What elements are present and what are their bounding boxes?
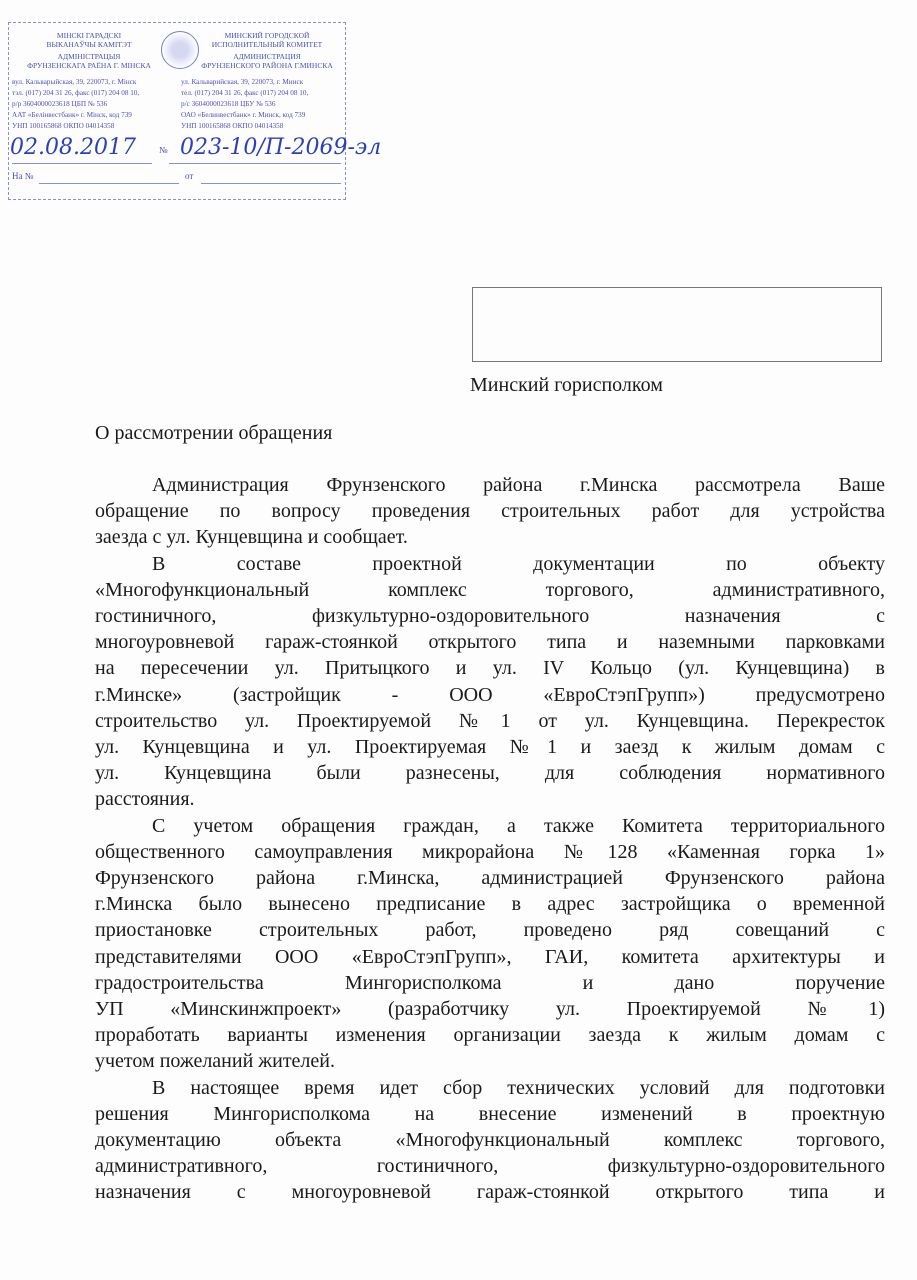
number-label: № — [159, 145, 168, 155]
text-line: Фрунзенского района г.Минска, администрацией Фрунзенского района — [95, 867, 885, 890]
paragraph — [95, 551, 885, 813]
text-line: назначения с многоуровневой гараж-стоянкой открытого типа и — [95, 1181, 885, 1204]
text-line: градостроительства Мингорисполкома и дано поручение — [95, 971, 885, 994]
text-line: документацию объекта «Многофункциональный комплекс торгового, — [95, 1129, 885, 1152]
stamp-header-belarusian — [9, 31, 169, 70]
text-line: учетом пожеланий жителей. — [95, 1050, 335, 1073]
text-line: административного, гостиничного, физкультурно-оздоровительного — [95, 1155, 885, 1178]
text-line: В составе проектной документации по объекту — [152, 552, 885, 575]
stamp-text: МІНСКІ ГАРАДСКІ — [56, 31, 122, 40]
text-line: проработать варианты изменения организации заезда к жилым домам с — [95, 1024, 885, 1047]
text-line: на пересечении ул. Притыцкого и ул. IV Кольцо (ул. Кунцевщина) в — [95, 657, 885, 680]
text-line: г.Минске» (застройщик - ООО «ЕвроСтэпГрупп») предусмотрено — [95, 683, 885, 706]
paragraph — [95, 813, 885, 1075]
stamp-text: ИСПОЛНИТЕЛЬНЫЙ КОМИТЕТ — [211, 40, 323, 49]
stamp-text: УНП 100165868 ОКПО 04014358 — [181, 122, 284, 130]
text-line: общественного самоуправления микрорайона №128 «Каменная горка 1» — [95, 840, 885, 863]
text-line: С учетом обращения граждан, а также Комитета территориального — [152, 814, 885, 837]
text-line: г.Минска было вынесено предписание в адрес застройщика о временной — [95, 893, 885, 916]
text-line: Администрация Фрунзенского района г.Минска рассмотрела Ваше — [152, 474, 885, 496]
stamp-line — [201, 183, 341, 184]
stamp-text: ОАО «Белинвестбанк» г. Минск, код 739 — [181, 111, 306, 119]
recipient: Минский горисполком — [470, 374, 663, 396]
subject: О рассмотрении обращения — [95, 422, 333, 444]
text-line: приостановке строительных работ, проведено ряд совещаний с — [95, 919, 885, 942]
stamp-text: АДМИНИСТРАЦИЯ — [233, 52, 301, 61]
stamp-text: р/р 3604000023618 ЦБП № 536 — [12, 100, 108, 108]
stamp-text: тел. (017) 204 31 26, факс (017) 204 08 10, — [181, 89, 309, 97]
stamp-text: р/с 3604000023618 ЦБУ № 536 — [181, 100, 276, 108]
text-line: В настоящее время идет сбор технических условий для подготовки — [152, 1076, 885, 1099]
stamp-text: ВЫКАНАЎЧЫ КАМІТЭТ — [46, 40, 132, 49]
registration-stamp — [8, 22, 346, 200]
from-label: от — [185, 171, 194, 181]
paragraph — [95, 472, 885, 551]
text-line: обращение по вопросу проведения строительных работ для устройства — [95, 500, 885, 523]
stamp-text: ФРУНЗЕНСКАГА РАЁНА Г. МІНСКА — [27, 61, 151, 70]
text-line: представителями ООО «ЕвроСтэпГрупп», ГАИ, комитета архитектуры и — [95, 945, 885, 968]
stamp-line — [12, 163, 152, 164]
text-line: УП «Минскинжпроект» (разработчику ул. Проектируемой №1) — [95, 998, 885, 1021]
paragraph — [95, 1075, 885, 1206]
text-line: ул. Кунцевщина и ул. Проектируемая №1 и заезд к жилым домам с — [95, 736, 885, 759]
stamp-address-russian — [181, 77, 347, 132]
stamp-text: АДМІНІСТРАЦЫЯ — [57, 52, 121, 61]
stamp-address-belarusian — [12, 77, 178, 132]
handwritten-number: 023-10/П-2069-эл — [180, 135, 382, 160]
text-line: «Многофункциональный комплекс торгового, административного, — [95, 578, 885, 601]
stamp-text: ФРУНЗЕНСКОГО РАЙОНА Г.МИНСКА — [201, 61, 333, 70]
stamp-text: тэл. (017) 204 31 26, факс (017) 204 08 10, — [12, 89, 140, 97]
recipient-address-box — [472, 287, 882, 362]
reply-to-label: На № — [12, 171, 34, 181]
text-line: гостиничного, физкультурно-оздоровительного назначения с — [95, 605, 885, 628]
handwritten-date: 02.08.2017 — [10, 135, 136, 160]
stamp-text: ААТ «Белінвестбанк» г. Мінск, код 739 — [12, 111, 132, 119]
letter-body — [95, 472, 885, 1206]
text-line: заезда с ул. Кунцевщина и сообщает. — [95, 526, 408, 549]
stamp-line — [169, 163, 341, 164]
stamp-text: вул. Кальварыйская, 39, 220073, г. Мінск — [12, 78, 137, 86]
stamp-header-russian — [187, 31, 347, 70]
text-line: строительство ул. Проектируемой №1 от ул. Кунцевщина. Перекресток — [95, 709, 885, 732]
text-line: ул. Кунцевщина были разнесены, для соблюдения нормативного — [95, 762, 885, 785]
stamp-line — [39, 183, 179, 184]
stamp-text: УНП 100165868 ОКПО 04014358 — [12, 122, 115, 130]
text-line: многоуровневой гараж-стоянкой открытого типа и наземными парковками — [95, 631, 885, 654]
stamp-text: ул. Кальварийская, 39, 220073, г. Минск — [181, 78, 304, 86]
stamp-text: МИНСКИЙ ГОРОДСКОЙ — [224, 31, 310, 40]
text-line: решения Мингорисполкома на внесение изменений в проектную — [95, 1102, 885, 1125]
text-line: расстояния. — [95, 788, 195, 811]
